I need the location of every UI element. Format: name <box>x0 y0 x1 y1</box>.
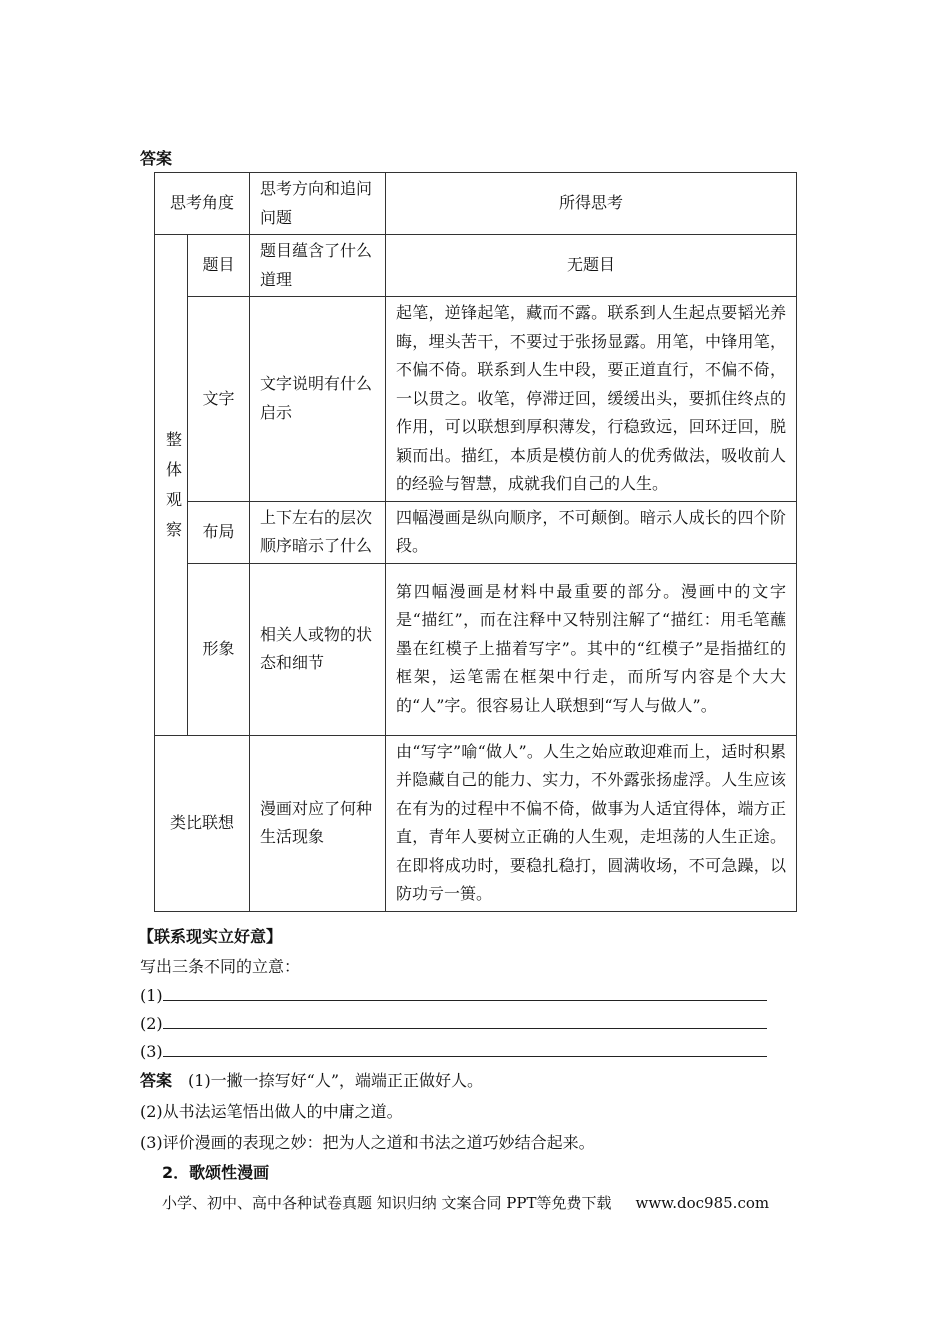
answer-line-1 <box>140 1071 483 1091</box>
section-title: 【联系现实立好意】 <box>138 927 283 946</box>
footer <box>162 1192 769 1213</box>
answer-cell: 由“写字”喻“做人”。人生之始应敢迎难而上，适时积累并隐藏自己的能力、实力，不外露张扬虚浮。人生应该在有为的过程中不偏不倚，做事为人适宜得体，端方正直，青年人要树立正确的人生观，走坦荡的人生正途。在即将成功时，要稳扎稳打，圆满收场，不可急躁，以防功亏一篑。 <box>386 735 797 911</box>
question-cell: 上下左右的层次顺序暗示了什么 <box>250 501 386 563</box>
blank-line-1 <box>140 986 767 1006</box>
blank-line-3 <box>140 1042 767 1062</box>
blank-line-2 <box>140 1014 767 1034</box>
blank-underline[interactable] <box>163 986 767 1001</box>
analysis-table <box>154 172 797 912</box>
table-row <box>155 501 797 563</box>
question-cell: 漫画对应了何种生活现象 <box>250 735 386 911</box>
table-row <box>155 235 797 297</box>
group-label-cell <box>155 235 188 736</box>
group-label: 整体观察 <box>165 429 182 539</box>
footer-text: 小学、初中、高中各种试卷真题 知识归纳 文案合同 PPT等免费下载 <box>162 1194 612 1212</box>
answer-cell: 无题目 <box>386 235 797 297</box>
blank-number: (1) <box>140 986 163 1005</box>
answer-heading: 答案 <box>140 149 173 168</box>
next-heading: 2．歌颂性漫画 <box>162 1163 270 1182</box>
answer-line-3: (3)评价漫画的表现之妙：把为人之道和书法之道巧妙结合起来。 <box>140 1133 595 1152</box>
footer-url[interactable]: www.doc985.com <box>635 1194 770 1212</box>
answer-label: 答案 <box>140 1071 173 1090</box>
question-cell: 题目蕴含了什么道理 <box>250 235 386 297</box>
blank-underline[interactable] <box>163 1014 767 1029</box>
aspect-cell: 题目 <box>188 235 250 297</box>
section-prompt: 写出三条不同的立意： <box>140 957 301 976</box>
table-row <box>155 297 797 502</box>
aspect-cell: 文字 <box>188 297 250 502</box>
answer-cell: 第四幅漫画是材料中最重要的部分。漫画中的文字是“描红”，而在注释中又特别注解了“描红：用毛笔蘸墨在红模子上描着写字”。其中的“红模子”是指描红的框架，运笔需在框架中行走，而所写内容是个大大的“人”字。很容易让人联想到“写人与做人”。 <box>386 563 797 735</box>
question-cell: 相关人或物的状态和细节 <box>250 563 386 735</box>
answer-line-2: (2)从书法运笔悟出做人的中庸之道。 <box>140 1102 403 1121</box>
answer-text: (1)一撇一捺写好“人”，端端正正做好人。 <box>188 1071 484 1090</box>
answer-cell: 四幅漫画是纵向顺序，不可颠倒。暗示人成长的四个阶段。 <box>386 501 797 563</box>
analogy-label-cell: 类比联想 <box>155 735 250 911</box>
blank-number: (3) <box>140 1042 163 1061</box>
header-thinking: 所得思考 <box>386 173 797 235</box>
aspect-cell: 布局 <box>188 501 250 563</box>
aspect-cell: 形象 <box>188 563 250 735</box>
header-angle: 思考角度 <box>155 173 250 235</box>
header-direction: 思考方向和追问问题 <box>250 173 386 235</box>
blank-number: (2) <box>140 1014 163 1033</box>
table-row <box>155 563 797 735</box>
answer-cell: 起笔，逆锋起笔，藏而不露。联系到人生起点要韬光养晦，埋头苦干，不要过于张扬显露。用笔，中锋用笔，不偏不倚。联系到人生中段，要正道直行，不偏不倚，一以贯之。收笔，停滞迂回，缓缓出头，要抓住终点的作用，可以联想到厚积薄发，行稳致远，回环迂回，脱颖而出。描红，本质是模仿前人的优秀做法，吸收前人的经验与智慧，成就我们自己的人生。 <box>386 297 797 502</box>
table-row <box>155 735 797 911</box>
table-header-row <box>155 173 797 235</box>
blank-underline[interactable] <box>163 1042 767 1057</box>
question-cell: 文字说明有什么启示 <box>250 297 386 502</box>
